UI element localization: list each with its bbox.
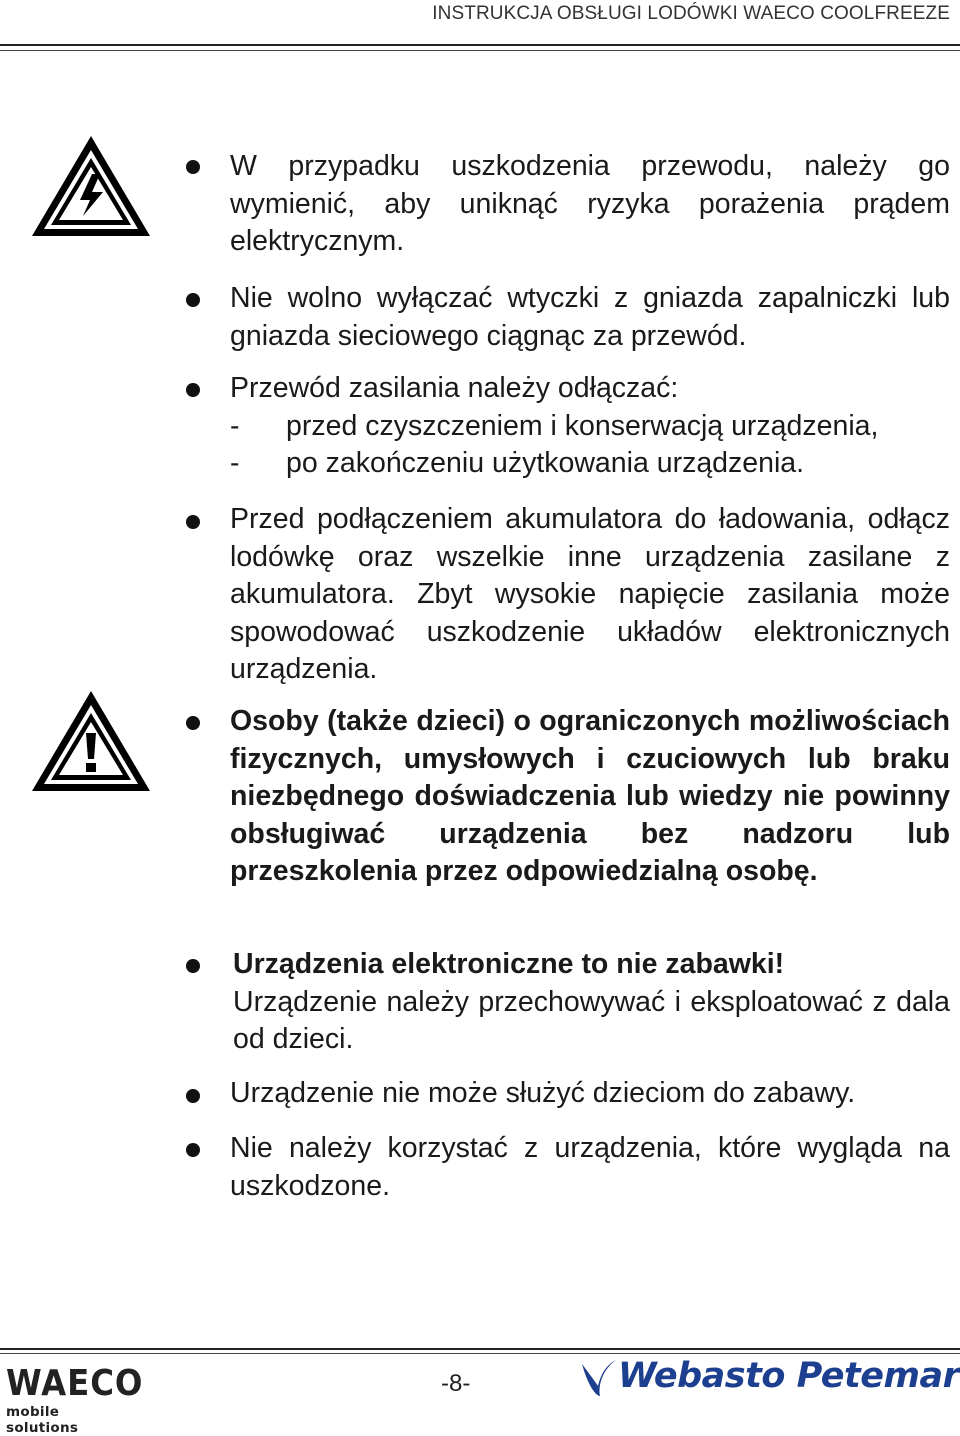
list-item: Urządzenie nie może służyć dzieciom do zabawy. bbox=[230, 1077, 856, 1109]
bullet-icon bbox=[186, 293, 200, 307]
list-item-text: Przewód zasilania należy odłączać: bbox=[230, 372, 679, 404]
bullet-icon bbox=[186, 716, 200, 730]
electric-shock-warning-icon bbox=[28, 132, 154, 240]
bullet-icon bbox=[186, 515, 200, 529]
list-item: Przed podłączeniem akumulatora do ładowania, odłącz lodówkę oraz wszelkie inne urządzenia zasilane z akumulatora. Zbyt wysokie napięcie zasilania może spowodować uszkodzenie układów elektronicznych urządzenia. bbox=[230, 503, 950, 685]
bullet-icon bbox=[186, 383, 200, 397]
bullet-icon bbox=[186, 160, 200, 174]
sub-item: - przed czyszczeniem i konserwacją urządzenia, bbox=[230, 409, 879, 442]
list-item: Nie należy korzystać z urządzenia, które wygląda na uszkodzone. bbox=[230, 1132, 950, 1202]
webasto-petemar-logo: Webasto Petemar bbox=[578, 1356, 956, 1402]
list-item: Osoby (także dzieci) o ograniczonych możliwościach fizycznych, umysłowych i czuciowych lub braku niezbędnego doświadczenia lub wiedzy nie powinny obsługiwać urządzenia bez nadzoru lub przeszkolenia przez odpowiedzialną osobę. bbox=[230, 705, 950, 887]
bullet-icon bbox=[186, 1089, 200, 1103]
bullet-icon bbox=[186, 1143, 200, 1157]
general-warning-icon bbox=[28, 687, 154, 795]
list-item-text: Urządzenie należy przechowywać i eksploatować z dala od dzieci. bbox=[233, 985, 950, 1055]
bullet-icon bbox=[186, 959, 200, 973]
footer-divider-thin bbox=[0, 1353, 960, 1354]
list-item: W przypadku uszkodzenia przewodu, należy go wymienić, aby uniknąć ryzyka porażenia prądem elektrycznym. bbox=[230, 150, 950, 257]
warning-heading: Urządzenia elektroniczne to nie zabawki! bbox=[233, 948, 785, 980]
waeco-logo: WAECO mobile solutions bbox=[6, 1363, 144, 1436]
sub-item: - po zakończeniu użytkowania urządzenia. bbox=[230, 447, 805, 479]
list-item bbox=[230, 370, 950, 483]
webasto-swoosh-icon bbox=[578, 1356, 620, 1400]
page-number: -8- bbox=[441, 1370, 471, 1397]
header-divider-thin bbox=[0, 50, 960, 51]
footer-divider bbox=[0, 1348, 960, 1350]
document-header-title: INSTRUKCJA OBSŁUGI LODÓWKI WAECO COOLFREEZE bbox=[432, 3, 950, 24]
header-divider bbox=[0, 44, 960, 46]
list-item bbox=[233, 946, 950, 1059]
list-item: Nie wolno wyłączać wtyczki z gniazda zapalniczki lub gniazda sieciowego ciągnąc za przewód. bbox=[230, 282, 950, 352]
